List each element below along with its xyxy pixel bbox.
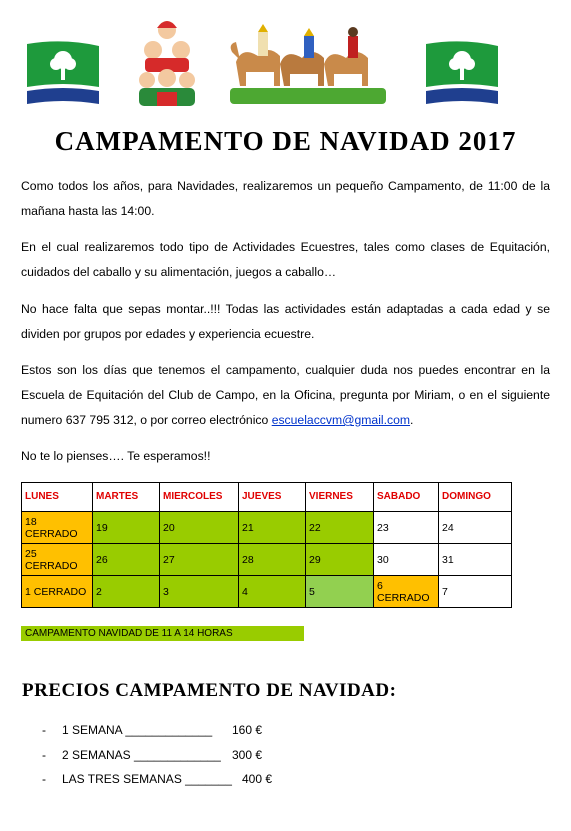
day-cell: 23 [374, 512, 439, 544]
day-cell-camp: 5 [306, 576, 374, 608]
levels-paragraph: No hace falta que sepas montar..!!! Todas las actividades están adaptadas a cada edad y se dividen por grupos por edades y experiencia ecuestre. [21, 302, 550, 341]
day-cell-camp: 27 [160, 544, 239, 576]
price-label: 2 SEMANAS _____________ [62, 748, 221, 762]
day-cell-camp: 4 [239, 576, 306, 608]
day-cell-camp: 21 [239, 512, 306, 544]
camp-calendar-table [21, 482, 512, 608]
header-cell: LUNES [22, 483, 93, 512]
christmas-figures-image [133, 18, 201, 110]
day-cell-camp: 3 [160, 576, 239, 608]
bullet-dash: - [42, 723, 46, 737]
day-cell-camp: 19 [93, 512, 160, 544]
page-title: CAMPAMENTO DE NAVIDAD 2017 [54, 126, 517, 156]
header-cell: JUEVES [239, 483, 306, 512]
day-cell-camp: 28 [239, 544, 306, 576]
calendar-week-row [22, 576, 512, 608]
header-cell: VIERNES [306, 483, 374, 512]
day-cell: 31 [439, 544, 512, 576]
contact-text: Estos son los días que tenemos el campamento, cualquier duda nos puedes encontrar en la Escuela de Equitación del Club de Campo, en la Oficina, pregunta por Miriam, o en el siguiente numero 637 795 312, o por correo electrónico [21, 363, 550, 427]
calendar-week-row [22, 544, 512, 576]
header-cell: MIERCOLES [160, 483, 239, 512]
day-cell-camp: 26 [93, 544, 160, 576]
contact-paragraph [21, 358, 550, 433]
day-cell-closed: 25 CERRADO [22, 544, 93, 576]
bullet-dash: - [42, 772, 46, 786]
three-kings-camels-image [228, 22, 388, 106]
email-link[interactable]: escuelaccvm@gmail.com [271, 413, 411, 427]
day-cell: 7 [439, 576, 512, 608]
price-item [42, 748, 262, 762]
club-flag-logo-right [424, 40, 500, 106]
day-cell-closed: 6 CERRADO [374, 576, 439, 608]
prices-title: PRECIOS CAMPAMENTO DE NAVIDAD: [22, 680, 397, 701]
header-cell: DOMINGO [439, 483, 512, 512]
price-value: 400 € [242, 772, 273, 786]
header-cell: SABADO [374, 483, 439, 512]
price-value: 160 € [232, 723, 263, 737]
club-flag-logo-left [25, 40, 101, 106]
day-cell: 30 [374, 544, 439, 576]
calendar-header-row [22, 483, 512, 512]
activities-paragraph: En el cual realizaremos todo tipo de Actividades Ecuestres, tales como clases de Equitación, cuidados del caballo y su alimentación, juegos a caballo… [21, 240, 550, 279]
day-cell-camp: 29 [306, 544, 374, 576]
day-cell-camp: 20 [160, 512, 239, 544]
contact-end: . [410, 413, 414, 427]
day-cell-closed: 18 CERRADO [22, 512, 93, 544]
price-label: LAS TRES SEMANAS _______ [62, 772, 232, 786]
bullet-dash: - [42, 748, 46, 762]
day-cell-camp: 22 [306, 512, 374, 544]
day-cell: 24 [439, 512, 512, 544]
price-label: 1 SEMANA _____________ [62, 723, 213, 737]
closing-paragraph: No te lo pienses…. Te esperamos!! [21, 449, 211, 463]
header-cell: MARTES [93, 483, 160, 512]
calendar-week-row [22, 512, 512, 544]
price-item [42, 772, 272, 786]
day-cell-closed: 1 CERRADO [22, 576, 93, 608]
price-value: 300 € [232, 748, 263, 762]
camp-hours-legend: CAMPAMENTO NAVIDAD DE 11 A 14 HORAS [21, 626, 304, 641]
day-cell-camp: 2 [93, 576, 160, 608]
intro-paragraph: Como todos los años, para Navidades, realizaremos un pequeño Campamento, de 11:00 de la mañana hasta las 14:00. [21, 179, 550, 218]
price-item [42, 723, 262, 737]
